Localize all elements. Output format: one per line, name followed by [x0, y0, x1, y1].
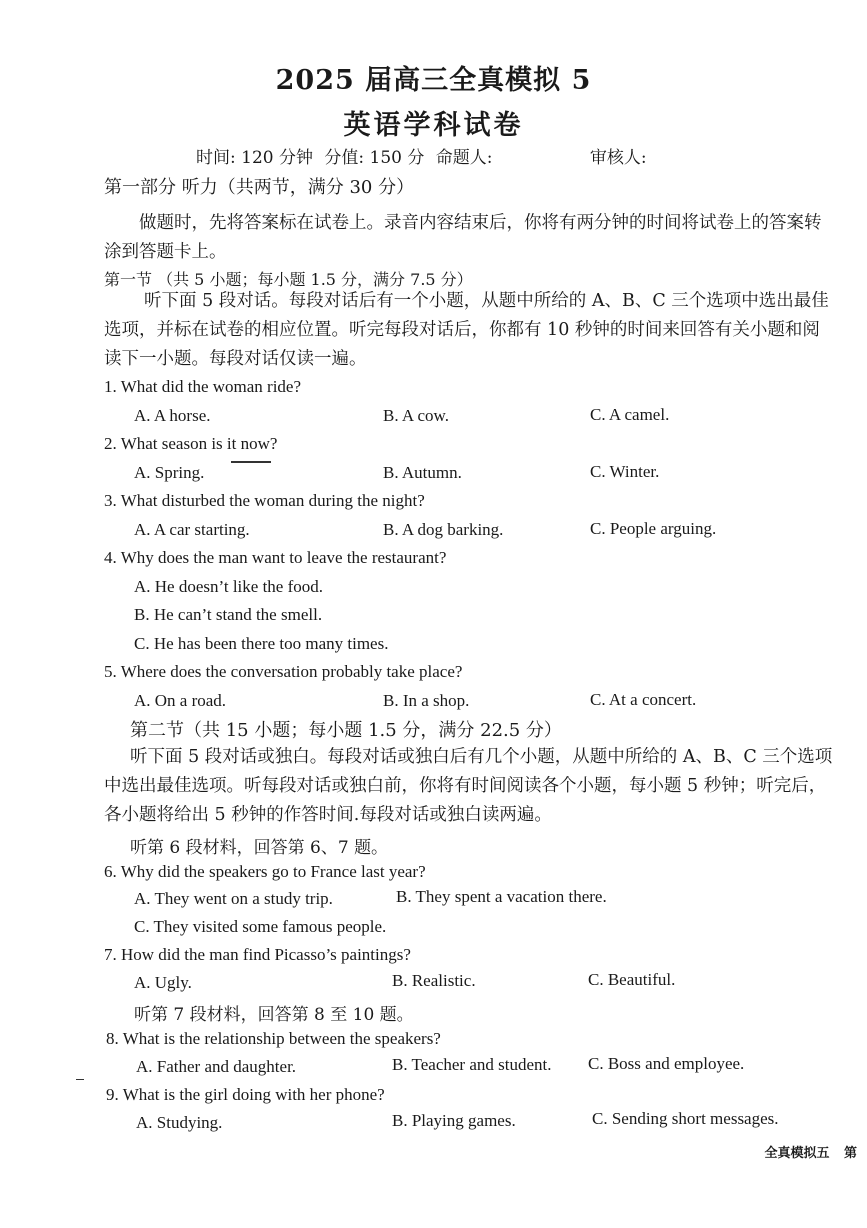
page-footer — [764, 1142, 857, 1161]
question-1-option-a: A. A horse. — [134, 406, 211, 425]
question-8-stem: 8. What is the relationship between the speakers? — [106, 1029, 441, 1048]
question-4-stem: 4. Why does the man want to leave the restaurant? — [104, 548, 447, 567]
exam-score: 分值: 150 分 — [324, 148, 425, 168]
exam-reviewer: 审核人: — [589, 148, 647, 168]
question-1-option-b: B. A cow. — [383, 406, 449, 425]
question-3-option-b: B. A dog barking. — [383, 520, 504, 539]
question-2-option-c: C. Winter. — [590, 462, 660, 481]
question-7-stem: 7. How did the man find Picasso’s paintings? — [104, 945, 411, 964]
question-6-option-a: A. They went on a study trip. — [134, 889, 333, 908]
footer-page: 第 — [843, 1146, 857, 1161]
question-5-option-c: C. At a concert. — [590, 690, 697, 709]
exam-time: 时间: 120 分钟 — [196, 148, 313, 168]
stray-mark — [76, 1079, 84, 1080]
question-6-stem: 6. Why did the speakers go to France last year? — [104, 862, 426, 881]
question-8-option-c: C. Boss and employee. — [588, 1054, 745, 1073]
question-9-stem: 9. What is the girl doing with her phone? — [106, 1085, 385, 1104]
question-6-option-c: C. They visited some famous people. — [134, 917, 387, 936]
question-7-option-a: A. Ugly. — [134, 973, 192, 992]
question-2-option-b: B. Autumn. — [383, 463, 462, 482]
question-3-option-c: C. People arguing. — [590, 519, 717, 538]
part1-heading: 第一部分 听力（共两节，满分 30 分） — [104, 177, 415, 198]
question-4-option-b: B. He can’t stand the smell. — [134, 605, 323, 624]
section2-heading: 第二节（共 15 小题；每小题 1.5 分，满分 22.5 分） — [130, 720, 562, 741]
question-6-option-b: B. They spent a vacation there. — [396, 887, 607, 906]
question-2-option-a: A. Spring. — [134, 463, 205, 482]
exam-title: 2025 届高三全真模拟 5 — [275, 65, 592, 96]
material-7-prompt: 听第 7 段材料，回答第 8 至 10 题。 — [134, 1005, 414, 1025]
section1-instructions: 听下面 5 段对话。每段对话后有一个小题，从题中所给的 A、B、C 三个选项中选出最佳选项，并标在试卷的相应位置。听完每段对话后，你都有 10 秒钟的时间来回答有关小题和阅读下一小题。每段对话仅读一遍。 — [104, 291, 829, 369]
question-7-option-c: C. Beautiful. — [588, 970, 676, 989]
question-5-option-a: A. On a road. — [134, 691, 227, 710]
question-1-option-c: C. A camel. — [590, 405, 670, 424]
exam-subtitle: 英语学科试卷 — [343, 110, 524, 141]
question-4-option-c: C. He has been there too many times. — [134, 634, 389, 653]
pen-mark — [231, 461, 271, 463]
exam-meta — [196, 143, 653, 168]
section2-instructions: 听下面 5 段对话或独白。每段对话或独白后有几个小题，从题中所给的 A、B、C 三个选项中选出最佳选项。听每段对话或独白前，你将有时间阅读各个小题，每小题 5 秒钟；听完后，各小题将给出 5 秒钟的作答时间.每段对话或独白读两遍。 — [104, 747, 833, 825]
question-4-option-a: A. He doesn’t like the food. — [134, 577, 324, 596]
question-2-stem: 2. What season is it now? — [104, 434, 278, 453]
question-8-option-b: B. Teacher and student. — [392, 1055, 552, 1074]
question-3-stem: 3. What disturbed the woman during the night? — [104, 491, 425, 510]
question-5-stem: 5. Where does the conversation probably take place? — [104, 662, 463, 681]
part1-instructions: 做题时，先将答案标在试卷上。录音内容结束后，你将有两分钟的时间将试卷上的答案转涂到答题卡上。 — [104, 213, 822, 262]
question-1-stem: 1. What did the woman ride? — [104, 377, 302, 396]
exam-author: 命题人: — [435, 148, 493, 168]
question-5-option-b: B. In a shop. — [383, 691, 470, 710]
question-7-option-b: B. Realistic. — [392, 971, 476, 990]
question-3-option-a: A. A car starting. — [134, 520, 250, 539]
question-9-option-a: A. Studying. — [136, 1113, 223, 1132]
material-6-prompt: 听第 6 段材料，回答第 6、7 题。 — [130, 838, 389, 858]
question-8-option-a: A. Father and daughter. — [136, 1057, 297, 1076]
footer-label: 全真模拟五 — [764, 1146, 830, 1161]
question-9-option-b: B. Playing games. — [392, 1111, 516, 1130]
section1-heading: 第一节 （共 5 小题；每小题 1.5 分，满分 7.5 分） — [104, 270, 473, 289]
question-9-option-c: C. Sending short messages. — [592, 1109, 779, 1128]
